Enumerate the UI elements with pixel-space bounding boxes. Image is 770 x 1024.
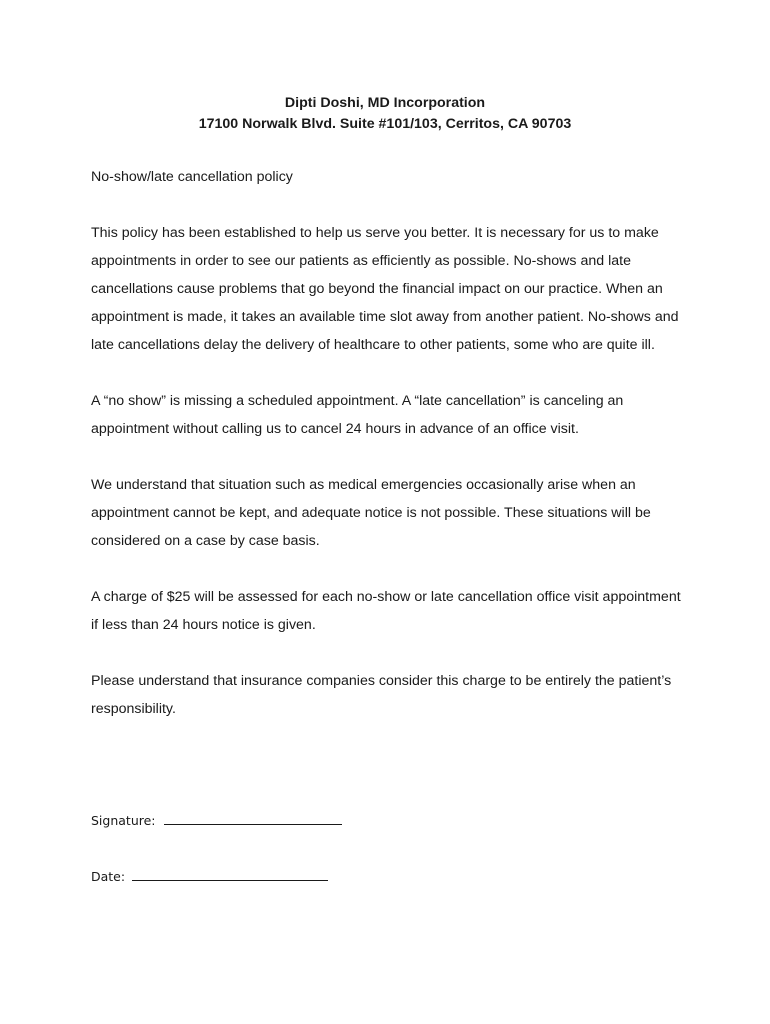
policy-paragraph-purpose: This policy has been established to help us serve you better. It is necessary for us to make appointments in order to see our patients as efficiently as possible. No-shows and late cancellations cause problems that go beyond the financial impact on our practice. When an appointment is made, it takes an available time slot away from another patient. No-shows and late cancellations delay the delivery of healthcare to other patients, some who are quite ill. — [91, 225, 679, 353]
signature-field — [91, 811, 342, 830]
policy-paragraph-charge: A charge of $25 will be assessed for each no-show or late cancellation office visit appointment if less than 24 hours notice is given. — [91, 589, 681, 633]
date-field — [91, 867, 328, 886]
organization-name: Dipti Doshi, MD Incorporation — [284, 95, 486, 111]
organization-address: 17100 Norwalk Blvd. Suite #101/103, Cerritos, CA 90703 — [198, 116, 572, 132]
policy-title: No-show/late cancellation policy — [91, 169, 293, 185]
policy-paragraph-insurance: Please understand that insurance companies consider this charge to be entirely the patient’s responsibility. — [91, 673, 672, 717]
signature-label: Signature: — [91, 813, 156, 828]
policy-body — [91, 163, 691, 751]
policy-paragraph-definitions: A “no show” is missing a scheduled appointment. A “late cancellation” is canceling an appointment without calling us to cancel 24 hours in advance of an office visit. — [91, 393, 624, 437]
date-label: Date: — [91, 869, 126, 884]
date-line[interactable] — [132, 867, 328, 881]
signature-line[interactable] — [164, 811, 342, 825]
policy-paragraph-exceptions: We understand that situation such as medical emergencies occasionally arise when an appointment cannot be kept, and adequate notice is not possible. These situations will be considered on a case by case basis. — [91, 477, 651, 549]
letterhead — [0, 93, 770, 135]
